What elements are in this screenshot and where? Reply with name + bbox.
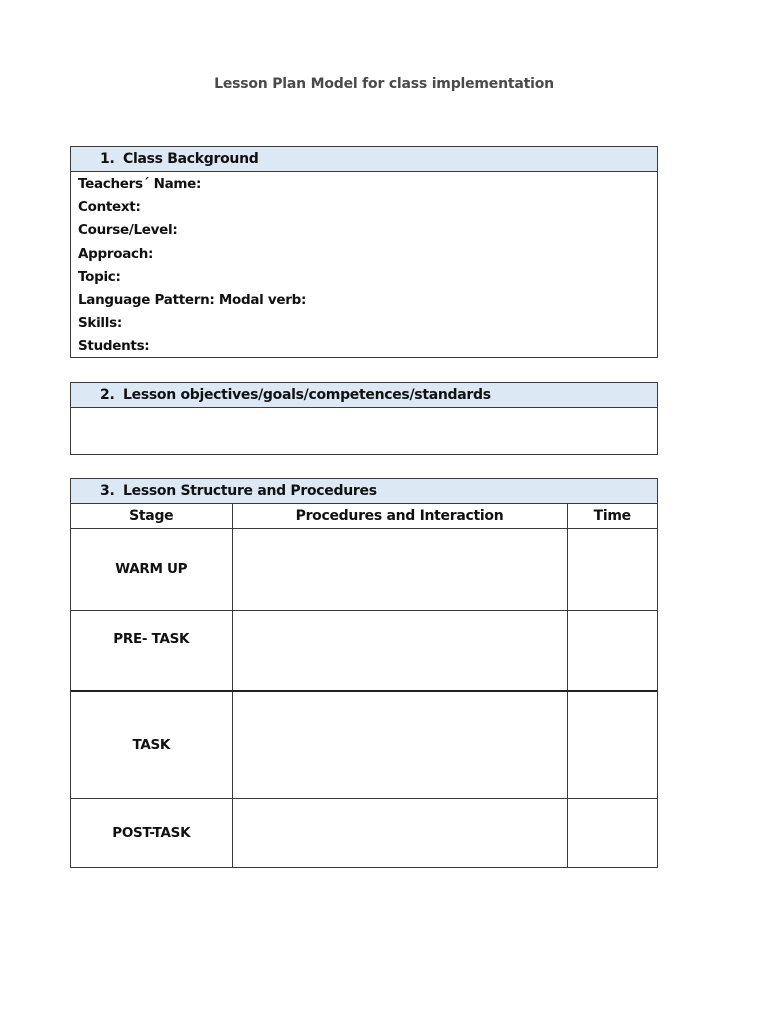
procedures-cell[interactable] [232, 691, 567, 798]
section-heading: Class Background [123, 151, 259, 167]
table-row [71, 528, 657, 610]
background-fields [71, 172, 657, 359]
time-cell[interactable] [567, 528, 657, 610]
time-cell[interactable] [567, 691, 657, 798]
time-cell[interactable] [567, 610, 657, 691]
section-header [71, 383, 657, 408]
column-header-time: Time [567, 504, 657, 528]
section-header [71, 479, 657, 504]
field-teachers-name: Teachers´ Name: [78, 176, 202, 192]
procedures-table [71, 504, 657, 868]
stage-cell: WARM UP [71, 528, 232, 610]
procedures-cell[interactable] [232, 610, 567, 691]
table-row [71, 691, 657, 798]
field-course-level: Course/Level: [78, 222, 178, 239]
procedures-cell[interactable] [232, 528, 567, 610]
field-approach: Approach: [78, 245, 154, 262]
stage-cell: TASK [71, 691, 232, 798]
lesson-structure-section [70, 478, 658, 868]
section-number: 3. [100, 483, 115, 499]
table-row [71, 798, 657, 868]
table-header-row [71, 504, 657, 528]
field-skills: Skills: [78, 315, 122, 332]
document-title: Lesson Plan Model for class implementation [214, 76, 554, 92]
class-background-section [70, 146, 658, 358]
stage-cell: POST-TASK [71, 798, 232, 868]
section-number: 2. [100, 387, 115, 403]
time-cell[interactable] [567, 798, 657, 868]
column-header-procedures: Procedures and Interaction [232, 504, 567, 528]
section-number: 1. [100, 151, 115, 167]
section-header [71, 147, 657, 172]
field-context: Context: [78, 199, 141, 216]
section-heading: Lesson Structure and Procedures [123, 483, 377, 499]
procedures-cell[interactable] [232, 798, 567, 868]
stage-cell: PRE- TASK [71, 610, 232, 691]
lesson-objectives-section [70, 382, 658, 455]
field-students: Students: [78, 338, 150, 355]
section-heading: Lesson objectives/goals/competences/standards [123, 387, 491, 403]
field-topic: Topic: [78, 268, 121, 285]
column-header-stage: Stage [71, 504, 232, 528]
field-language-pattern: Language Pattern: Modal verb: [78, 291, 307, 308]
table-row [71, 610, 657, 691]
objectives-content-area[interactable] [71, 408, 657, 454]
